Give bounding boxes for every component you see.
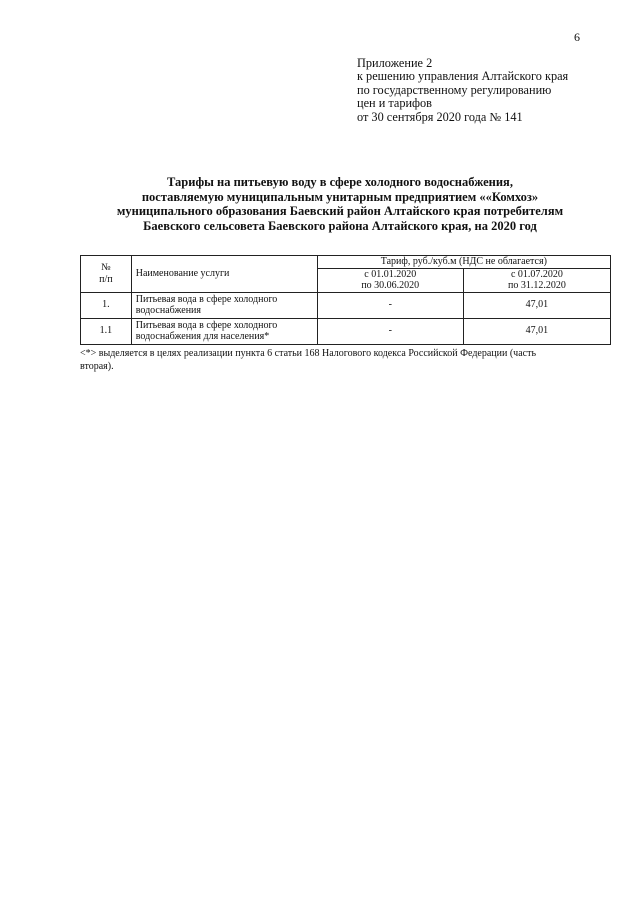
tariff-table	[80, 255, 611, 345]
row-num-text: 1.1	[99, 325, 113, 337]
header-period-2-text: с 01.07.2020 по 31.12.2020	[507, 268, 566, 291]
title-line: Тарифы на питьевую воду в сфере холодного водоснабжения,	[167, 175, 513, 189]
row-period-2-text: 47,01	[525, 299, 549, 311]
row-service	[131, 318, 317, 344]
header-service-text: Наименование услуги	[135, 268, 230, 279]
table-header-row	[81, 256, 611, 269]
row-period-2-text: 47,01	[525, 325, 549, 337]
row-period-1-text: -	[388, 325, 392, 337]
title-line: Баевского сельсовета Баевского района Алтайского края, на 2020 год	[143, 218, 537, 233]
header-period-1	[317, 268, 463, 292]
document-title	[80, 175, 600, 233]
title-line: муниципального образования Баевский район Алтайского края потребителям	[116, 204, 564, 219]
row-period-1	[317, 292, 463, 318]
page-number: 6	[574, 30, 580, 44]
header-period-1-text: с 01.01.2020 по 30.06.2020	[361, 268, 420, 291]
header-tariff-text: Тариф, руб./куб.м (НДС не облагается)	[380, 256, 547, 267]
row-service-text: Питьевая вода в сфере холодного водоснабжения	[135, 293, 278, 316]
row-period-2	[463, 292, 610, 318]
header-period-2	[463, 268, 610, 292]
header-num	[81, 256, 132, 293]
row-service	[131, 292, 317, 318]
row-period-1	[317, 318, 463, 344]
appendix-line: Приложение 2	[357, 56, 433, 70]
appendix-line: к решению управления Алтайского края	[357, 69, 569, 84]
header-num-text: № п/п	[99, 262, 113, 285]
appendix-block	[357, 57, 617, 124]
header-service	[131, 256, 317, 293]
row-period-2	[463, 318, 610, 344]
table-row	[81, 318, 611, 344]
header-tariff	[317, 256, 610, 269]
row-num-text: 1.	[102, 299, 110, 311]
footnote	[80, 348, 615, 373]
appendix-line: по государственному регулированию	[357, 82, 552, 97]
appendix-line: от 30 сентября 2020 года № 141	[357, 109, 523, 124]
table-row	[81, 292, 611, 318]
row-period-1-text: -	[388, 299, 392, 311]
appendix-line: цен и тарифов	[357, 96, 432, 111]
row-service-text: Питьевая вода в сфере холодного водоснабжения для населения*	[135, 319, 278, 342]
row-num	[81, 318, 132, 344]
title-line: поставляемую муниципальным унитарным предприятием ««Комхоз»	[141, 189, 539, 204]
footnote-line: <*> выделяется в целях реализации пункта 6 статьи 168 Налогового кодекса Российской Федерации (часть	[80, 348, 537, 359]
footnote-line: вторая).	[80, 360, 114, 372]
row-num	[81, 292, 132, 318]
